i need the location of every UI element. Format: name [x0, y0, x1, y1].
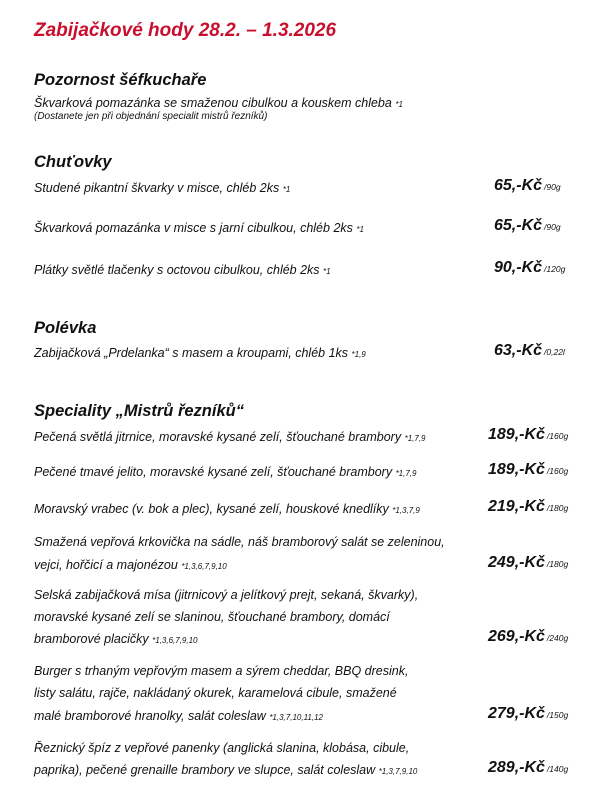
item-allergens: *1 [323, 267, 331, 276]
menu-item-text [34, 221, 364, 235]
item-allergens: *1,3,7,9,10 [378, 767, 418, 776]
menu-item-text: Smažená vepřová krkovička na sádle, náš bramborový salát se zeleninou, [34, 535, 445, 549]
menu-item-text: listy salátu, rajče, nakládaný okurek, karamelová cibule, smažené [34, 686, 397, 700]
item-allergens: *1,7,9 [404, 434, 426, 443]
menu-item-text [34, 181, 290, 195]
special-heading: Pozornost šéfkuchaře [34, 71, 207, 89]
section-heading-chutovky: Chuťovky [34, 153, 112, 171]
price-value: 279,-Kč [488, 705, 545, 722]
item-price [494, 342, 565, 360]
price-unit: /180g [546, 559, 569, 569]
item-line: bramborové placičky [34, 632, 149, 646]
item-price [488, 759, 568, 777]
price-value: 269,-Kč [488, 628, 545, 645]
item-allergens: *1 [282, 185, 291, 194]
price-value: 63,-Kč [494, 342, 543, 359]
price-unit: /160g [546, 466, 569, 476]
item-allergens: *1,7,9 [395, 469, 417, 478]
menu-item-text [34, 502, 420, 516]
item-allergens: *1,3,7,10,11,12 [269, 713, 323, 722]
item-price [494, 259, 565, 277]
price-unit: /240g [546, 633, 569, 643]
price-value: 65,-Kč [494, 217, 543, 234]
item-price [488, 554, 568, 572]
menu-item-text [34, 709, 323, 723]
item-price [488, 498, 568, 516]
item-price [488, 705, 568, 723]
item-line: Pečené tmavé jelito, moravské kysané zelí, šťouchané brambory [34, 465, 393, 479]
price-unit: /0,22l [544, 347, 565, 357]
price-value: 189,-Kč [488, 461, 545, 478]
price-unit: /140g [546, 764, 569, 774]
section-heading-speciality: Speciality „Mistrů řezníků“ [34, 402, 244, 420]
item-price [488, 461, 568, 479]
menu-item-text: Řeznický špíz z vepřové panenky (anglická slanina, klobása, cibule, [34, 741, 410, 755]
price-value: 189,-Kč [488, 426, 545, 443]
item-price [494, 217, 561, 235]
item-line: Studené pikantní škvarky v misce, chléb 2ks [34, 181, 280, 195]
price-value: 65,-Kč [494, 177, 543, 194]
menu-item-text [34, 430, 426, 444]
menu-item-text: Selská zabijačková mísa (jitrnicový a jelítkový prejt, sekaná, škvarky), [34, 588, 419, 602]
item-line: vejci, hořčicí a majonézou [34, 558, 178, 572]
item-line: paprika), pečené grenaille brambory ve slupce, salát coleslaw [34, 763, 376, 777]
menu-item-text [34, 263, 331, 277]
item-price [488, 628, 568, 646]
price-unit: /160g [546, 431, 569, 441]
price-value: 219,-Kč [488, 498, 545, 515]
price-value: 249,-Kč [488, 554, 545, 571]
menu-item-text [34, 763, 417, 777]
item-allergens: *1,9 [351, 350, 366, 359]
item-allergens: *1,3,6,7,9,10 [152, 636, 198, 645]
menu-item-text [34, 346, 366, 360]
item-line: Škvarková pomazánka v misce s jarní cibulkou, chléb 2ks [34, 221, 353, 235]
item-allergens: *1,3,6,7,9,10 [181, 562, 227, 571]
menu-item-text: Burger s trhaným vepřovým masem a sýrem cheddar, BBQ dresink, [34, 664, 409, 678]
menu-title: Zabijačkové hody 28.2. – 1.3.2026 [34, 20, 337, 41]
item-line: Plátky světlé tlačenky s octovou cibulkou, chléb 2ks [34, 263, 320, 277]
price-unit: /90g [544, 222, 561, 232]
menu-item-text: moravské kysané zelí se slaninou, šťouchané brambory, domácí [34, 610, 390, 624]
item-price [494, 177, 561, 195]
price-unit: /150g [546, 710, 569, 720]
price-unit: /120g [544, 264, 566, 274]
item-price [488, 426, 568, 444]
special-item-name: Škvarková pomazánka se smaženou cibulkou a kouskem chleba [34, 96, 392, 110]
item-line: Moravský vrabec (v. bok a plec), kysané zelí, houskové knedlíky [34, 502, 389, 516]
special-item [34, 96, 403, 110]
price-value: 90,-Kč [494, 259, 543, 276]
item-line: Pečená světlá jitrnice, moravské kysané zelí, šťouchané brambory [34, 430, 402, 444]
menu-item-text [34, 632, 198, 646]
price-unit: /180g [546, 503, 569, 513]
price-unit: /90g [544, 182, 561, 192]
item-allergens: *1 [356, 225, 364, 234]
section-heading-polevka: Polévka [34, 319, 97, 337]
menu-item-text [34, 465, 416, 479]
menu-item-text [34, 558, 227, 572]
item-line: Zabijačková „Prdelanka“ s masem a kroupami, chléb 1ks [34, 346, 349, 360]
item-allergens: *1,3,7,9 [392, 506, 420, 515]
price-value: 289,-Kč [488, 759, 545, 776]
item-line: malé bramborové hranolky, salát coleslaw [34, 709, 266, 723]
special-note: (Dostanete jen při objednání specialit mistrů řezníků) [34, 111, 268, 122]
special-allergens: *1 [395, 100, 403, 109]
